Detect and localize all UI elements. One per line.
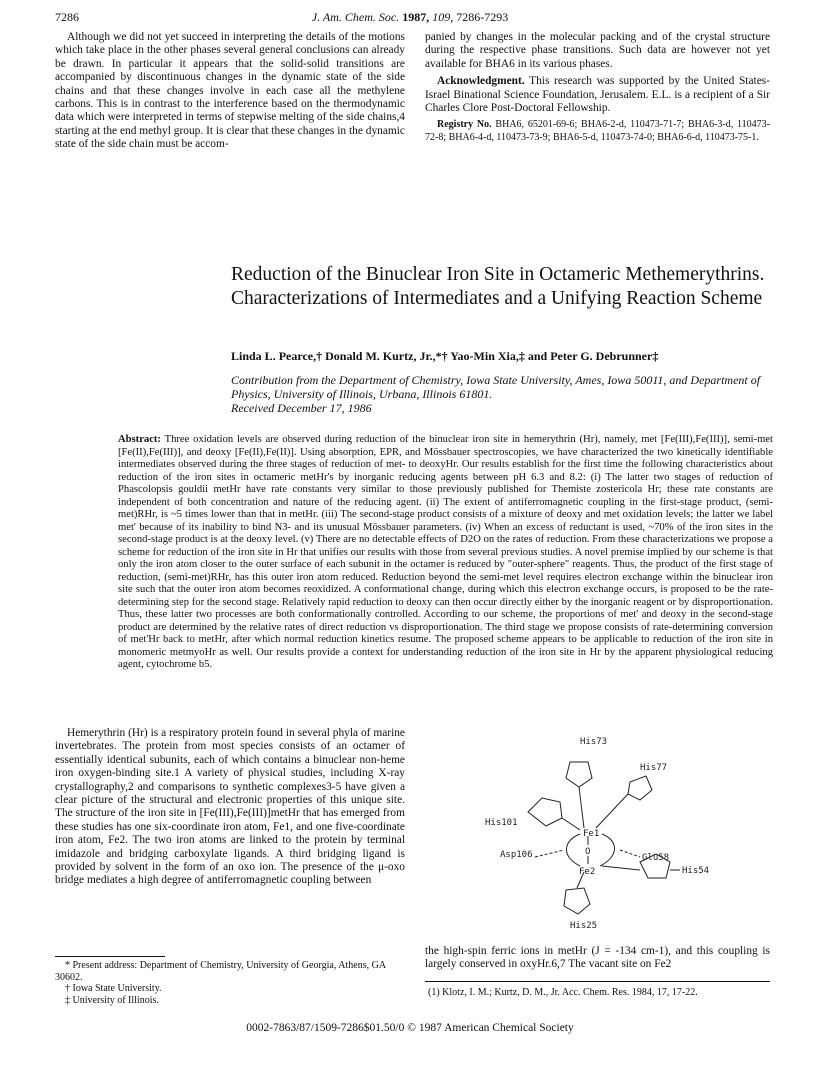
reference-divider xyxy=(425,981,770,982)
article-authors: Linda L. Pearce,† Donald M. Kurtz, Jr.,*† Yao-Min Xia,‡ and Peter G. Debrunner‡ xyxy=(231,349,659,363)
received-date: Received December 17, 1986 xyxy=(231,401,372,415)
bond-his73-fe1 xyxy=(579,787,584,828)
registry-label: Registry No. xyxy=(437,119,492,131)
page-number: 7286 xyxy=(55,10,79,24)
his25-ring xyxy=(564,888,590,914)
label-fe1: Fe1 xyxy=(583,829,600,839)
acknowledgment-text: This research was supported by the United States-Israel Binational Science Foundation, Jerusalem. E.L. is a recipient of a Sir Charles Clore Post-Doctoral Fellowship. xyxy=(425,75,770,115)
introduction-paragraph: Hemerythrin (Hr) is a respiratory protein found in several phyla of marine invertebrates. The protein from most species consists of an octamer of essentially identical subunits, each of which contains a binuclear non-heme iron oxygen-binding site.1 A variety of physical studies, including X-ray crystallography,2 and comparisons to synthetic complexes3-5 have given a clear picture of the structural and electronic properties of this unique site. The structure of the iron site in [Fe(III),Fe(III)]metHr that has emerged from these studies has one six-coordinate iron atom, Fe1, and one five-coordinate iron atom, Fe2. The two iron atoms are linked to the protein by terminal imidazole and bridging carboxylate ligands. A third bridging ligand is provided by solvent in the form of an oxo ion. The presence of the μ-oxo bridge mediates a high degree of antiferromagnetic coupling between xyxy=(55,727,405,887)
label-his101: His101 xyxy=(485,818,518,828)
bond-his101-fe1 xyxy=(562,818,580,830)
footnote-illinois: ‡ University of Illinois. xyxy=(65,994,159,1006)
article-affiliation xyxy=(231,373,791,415)
right-column-text: the high-spin ferric ions in metHr (J = -134 cm-1), and this coupling is largely conserved in oxyHr.6,7 The vacant site on Fe2 xyxy=(425,945,770,971)
introduction-column xyxy=(55,727,405,891)
footnote-divider xyxy=(55,956,165,957)
label-his54: His54 xyxy=(682,866,710,876)
label-his25: His25 xyxy=(570,921,598,931)
journal-name: J. Am. Chem. Soc. xyxy=(311,10,400,24)
label-fe2: Fe2 xyxy=(579,867,596,877)
his77-ring xyxy=(628,776,652,800)
affiliation-text: Contribution from the Department of Chemistry, Iowa State University, Ames, Iowa 50011, and Department of Physics, University of Illinois, Urbana, Illinois 61801. xyxy=(231,373,761,401)
glu58-leader xyxy=(620,850,640,857)
journal-volume: 109, xyxy=(432,10,454,24)
acknowledgment-label: Acknowledgment. xyxy=(437,75,525,88)
his73-ring xyxy=(566,762,592,787)
abstract xyxy=(118,434,773,672)
copyright-line: 0002-7863/87/1509-7286$01.50/0 © 1987 American Chemical Society xyxy=(246,1022,574,1034)
label-asp106: Asp106 xyxy=(500,850,533,860)
label-his77: His77 xyxy=(640,763,668,773)
bond-his77-fe1 xyxy=(596,794,628,828)
glu58-bridge xyxy=(600,834,615,866)
reference-1: (1) Klotz, I. M.; Kurtz, D. M., Jr. Acc. Chem. Res. 1984, 17, 17-22. xyxy=(428,987,698,998)
journal-year: 1987, xyxy=(402,10,430,24)
asp106-leader xyxy=(535,850,564,857)
registry-numbers xyxy=(425,119,770,143)
previous-article-left-column xyxy=(55,31,405,155)
previous-article-right-column xyxy=(425,31,770,147)
bond-his54-fe2 xyxy=(602,866,640,870)
iron-site-structure-diagram xyxy=(480,732,730,942)
previous-article-paragraph: Although we did not yet succeed in interpreting the details of the motions which take place in the other phases several general conclusions can already be drawn. In particular it appears that the solid-solid transitions are accompanied by discontinuous changes in the dynamic state of the side chains and that these changes involve in each case all the methylene carbons. This is in contrast to the interference based on the thermodynamic data which were interpreted in terms of stepwise melting of the side chains,4 starting at the end methyl group. It is clear that these changes in the dynamic state of the side chain must be accom- xyxy=(55,31,405,151)
previous-article-continuation: panied by changes in the molecular packing and of the crystal structure during the respective phase transitions. Such data are however not yet available for BHA6 in its various phases. xyxy=(425,31,770,70)
journal-pages: 7286-7293 xyxy=(456,10,509,24)
acknowledgment xyxy=(425,75,770,115)
abstract-text: Three oxidation levels are observed during reduction of the binuclear iron site in hemerythrin (Hr), namely, met [Fe(III),Fe(III)], semi-met [Fe(II),Fe(III)], and deoxy [Fe(II),Fe(II)]. Using absorption, EPR, and Mössbauer spectroscopies, we have characterized the two kinetically identifiable intermediates observed during the three stages of reduction of met- to deoxyHr. Our results establish for the first time the following characteristics about reduction of the iron sites in octameric metHr's by inorganic reducing agents between pH 6.3 and 8.2: (i) The latter two stages of reduction of Phascolopsis gouldii metHr have rate constants very similar to those previously published for Themiste zostericola Hr; these rate constants are independent of both concentration and nature of the reducing agent. (ii) The extent of antiferromagnetic coupling in the first-stage product, (semi-met)RHr, is ~5 times lower than that in metHr. (iii) The second-stage product consists of a mixture of deoxy and met oxidation levels; the latter we label met' because of its inability to bind N3- and its unusual Mössbauer parameters. (iv) When an excess of reductant is used, ~70% of the iron sites in the second-stage product is at the deoxy level. (v) There are no detectable effects of D2O on the rates of reduction. From these characterizations we propose a scheme for reduction of the iron site in Hr that unifies our results with those from several previous studies. A novel premise implied by our scheme is that only the iron atom closer to the outer surface of each subunit in the octamer is reduced by "outer-sphere" reagents. Thus, the product of the first stage of reduction, (semi-met)RHr, has this outer iron atom reduced. Reduction beyond the semi-met level requires electron exchange within the binuclear iron site such that the outer iron atom becomes reoxidized. A conformational change, during which this electron exchange occurs, is proposed to be the rate-determining step for the second stage. Relatively rapid reduction to deoxy can then occur directly either by the inorganic reagent or by disproportionation. Thus, these latter two processes are both conformationally controlled. According to our scheme, the proportions of met' and deoxy in the second-stage product are determined by the relative rates of direct reduction vs disproportionation. The third stage we propose consists of rate-determining conversion of met'Hr back to metHr, after which normal reduction kinetics resume. The proposed scheme appears to be applicable to reduction of the iron site in monomeric metmyoHr as well. Our results provide a context for understanding reduction of the iron site in Hr by the apparent physiological reducing agent, cytochrome b5. xyxy=(118,434,773,670)
article-title: Reduction of the Binuclear Iron Site in Octameric Methemerythrins. Characterizations of Intermediates and a Unifying Reaction Scheme xyxy=(231,264,765,309)
label-glu58: Glu58 xyxy=(642,853,670,863)
his101-ring xyxy=(528,798,562,826)
abstract-label: Abstract: xyxy=(118,434,161,445)
footnote-present-address: * Present address: Department of Chemistry, University of Georgia, Athens, GA 30602. xyxy=(55,960,386,983)
label-his73: His73 xyxy=(580,737,608,747)
registry-text: BHA6, 65201-69-6; BHA6-2-d, 110473-71-7; BHA6-3-d, 110473-72-8; BHA6-4-d, 110473-73-9; BHA6-5-d, 110473-74-0; BHA6-6-d, 110473-75-1. xyxy=(425,119,771,143)
footnote-iowa: † Iowa State University. xyxy=(65,983,162,994)
running-head xyxy=(0,10,820,25)
label-o: O xyxy=(585,847,591,857)
footnotes xyxy=(55,960,405,1006)
asp106-bridge xyxy=(566,834,580,866)
